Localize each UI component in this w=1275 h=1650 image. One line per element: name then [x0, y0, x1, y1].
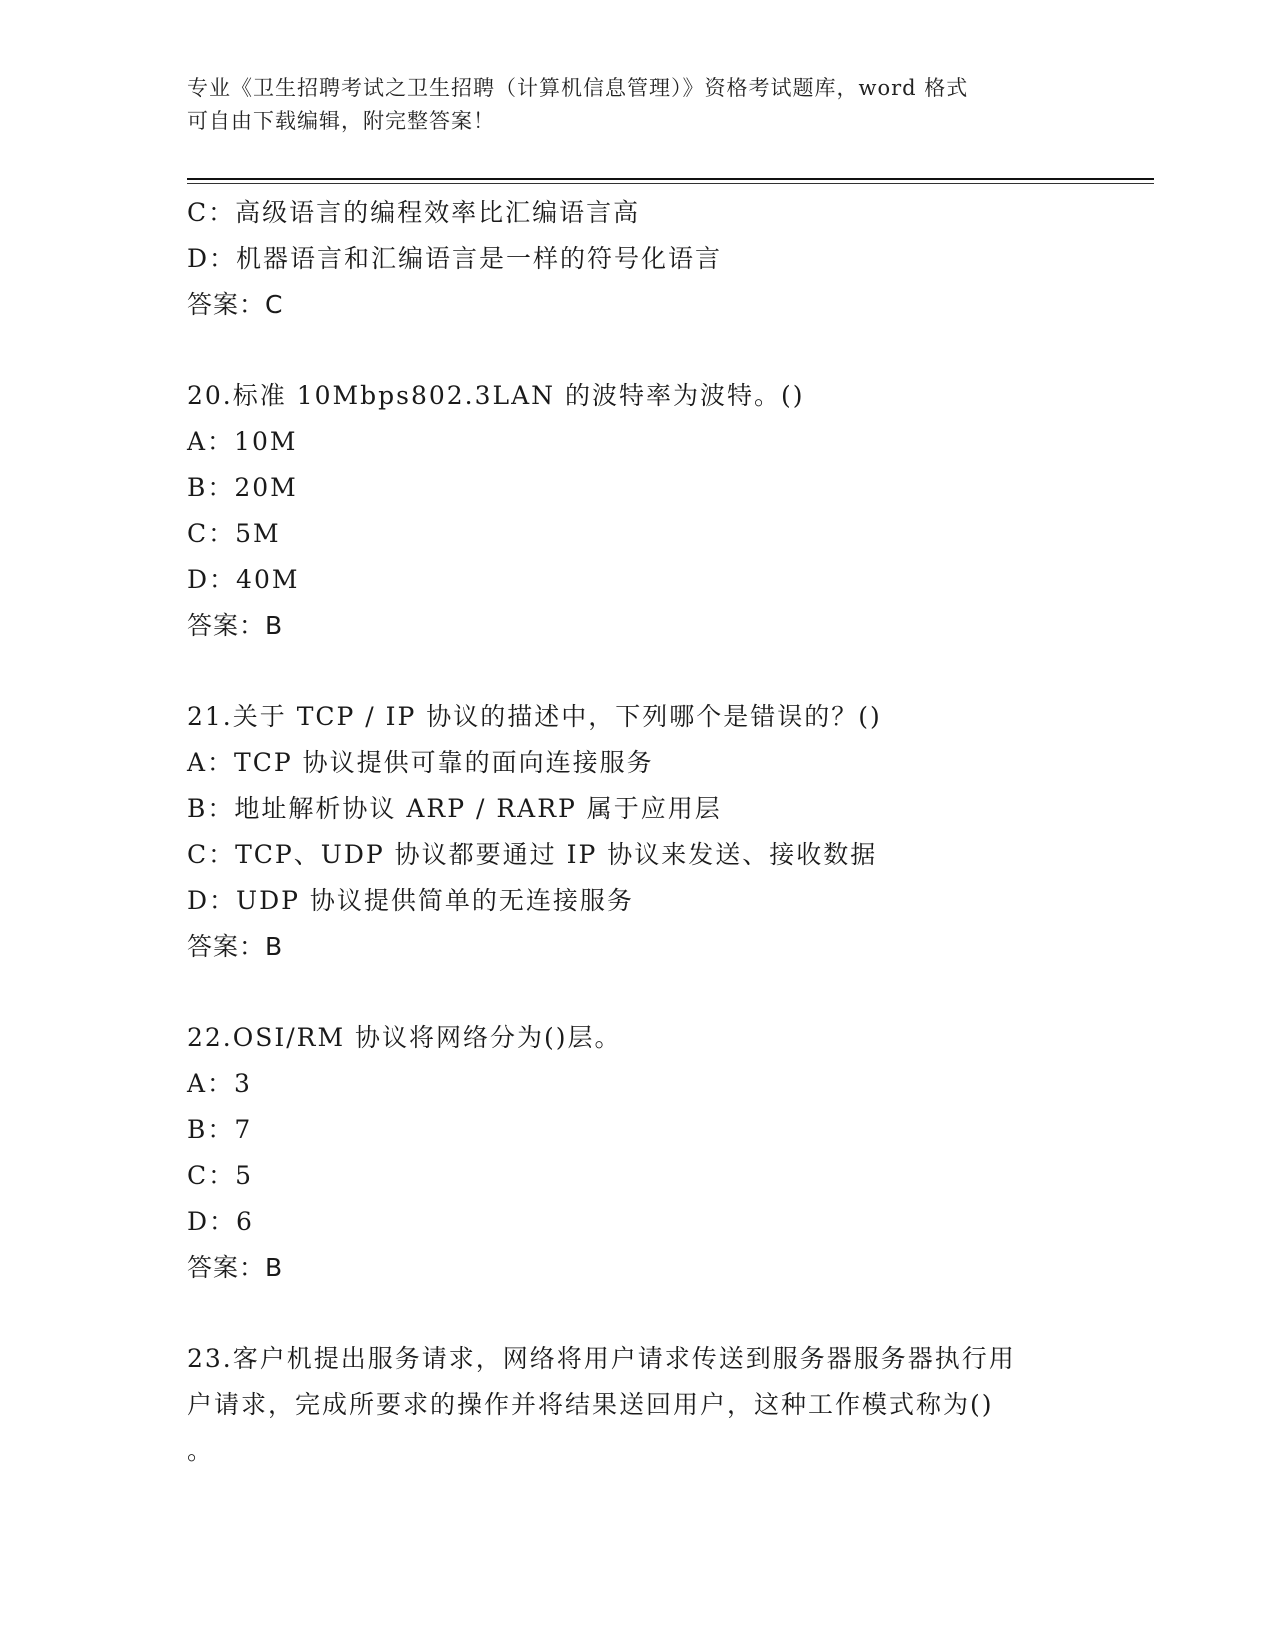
- header-rule-thin: [187, 183, 1154, 184]
- option-d: D：40M: [187, 565, 300, 594]
- question-stem-line-1: 23.客户机提出服务请求，网络将用户请求传送到服务器服务器执行用: [187, 1344, 1016, 1373]
- option-c: C：5M: [187, 519, 281, 548]
- option-a: A：10M: [187, 427, 298, 456]
- answer-line: 答案：B: [187, 1253, 284, 1282]
- question-stem-line-3: 。: [187, 1436, 215, 1465]
- option-b: B：地址解析协议 ARP / RARP 属于应用层: [187, 794, 722, 823]
- spacer: [187, 970, 1087, 1015]
- question-23: [187, 1336, 1087, 1474]
- option-a: A：TCP 协议提供可靠的面向连接服务: [187, 748, 654, 777]
- question-21: [187, 694, 1087, 970]
- spacer: [187, 1291, 1087, 1336]
- header-line-2: 可自由下载编辑，附完整答案！: [187, 109, 495, 133]
- option-d: D：UDP 协议提供简单的无连接服务: [187, 886, 634, 915]
- spacer: [187, 328, 1087, 373]
- option-d: D：机器语言和汇编语言是一样的符号化语言: [187, 244, 723, 273]
- option-d: D：6: [187, 1207, 254, 1236]
- option-b: B：7: [187, 1115, 253, 1144]
- answer-line: 答案：B: [187, 611, 284, 640]
- question-stem: 20.标准 10Mbps802.3LAN 的波特率为波特。(): [187, 381, 805, 410]
- question-19-continued: [187, 190, 1087, 328]
- option-c: C：5: [187, 1161, 254, 1190]
- option-a: A：3: [187, 1069, 252, 1098]
- answer-line: 答案：B: [187, 932, 284, 961]
- question-22: [187, 1015, 1087, 1291]
- question-list: [187, 190, 1087, 1474]
- question-stem-line-2: 户请求，完成所要求的操作并将结果送回用户，这种工作模式称为(): [187, 1390, 994, 1419]
- option-c: C：高级语言的编程效率比汇编语言高: [187, 198, 641, 227]
- option-b: B：20M: [187, 473, 298, 502]
- question-20: [187, 373, 1087, 649]
- header-rule-thick: [187, 178, 1154, 180]
- option-c: C：TCP、UDP 协议都要通过 IP 协议来发送、接收数据: [187, 840, 878, 869]
- document-header: [187, 72, 1087, 138]
- header-line-1: 专业《卫生招聘考试之卫生招聘（计算机信息管理）》资格考试题库，word 格式: [187, 76, 969, 100]
- spacer: [187, 649, 1087, 694]
- question-stem: 22.OSI/RM 协议将网络分为()层。: [187, 1023, 622, 1052]
- question-stem: 21.关于 TCP / IP 协议的描述中，下列哪个是错误的？(): [187, 702, 882, 731]
- answer-line: 答案：C: [187, 290, 284, 319]
